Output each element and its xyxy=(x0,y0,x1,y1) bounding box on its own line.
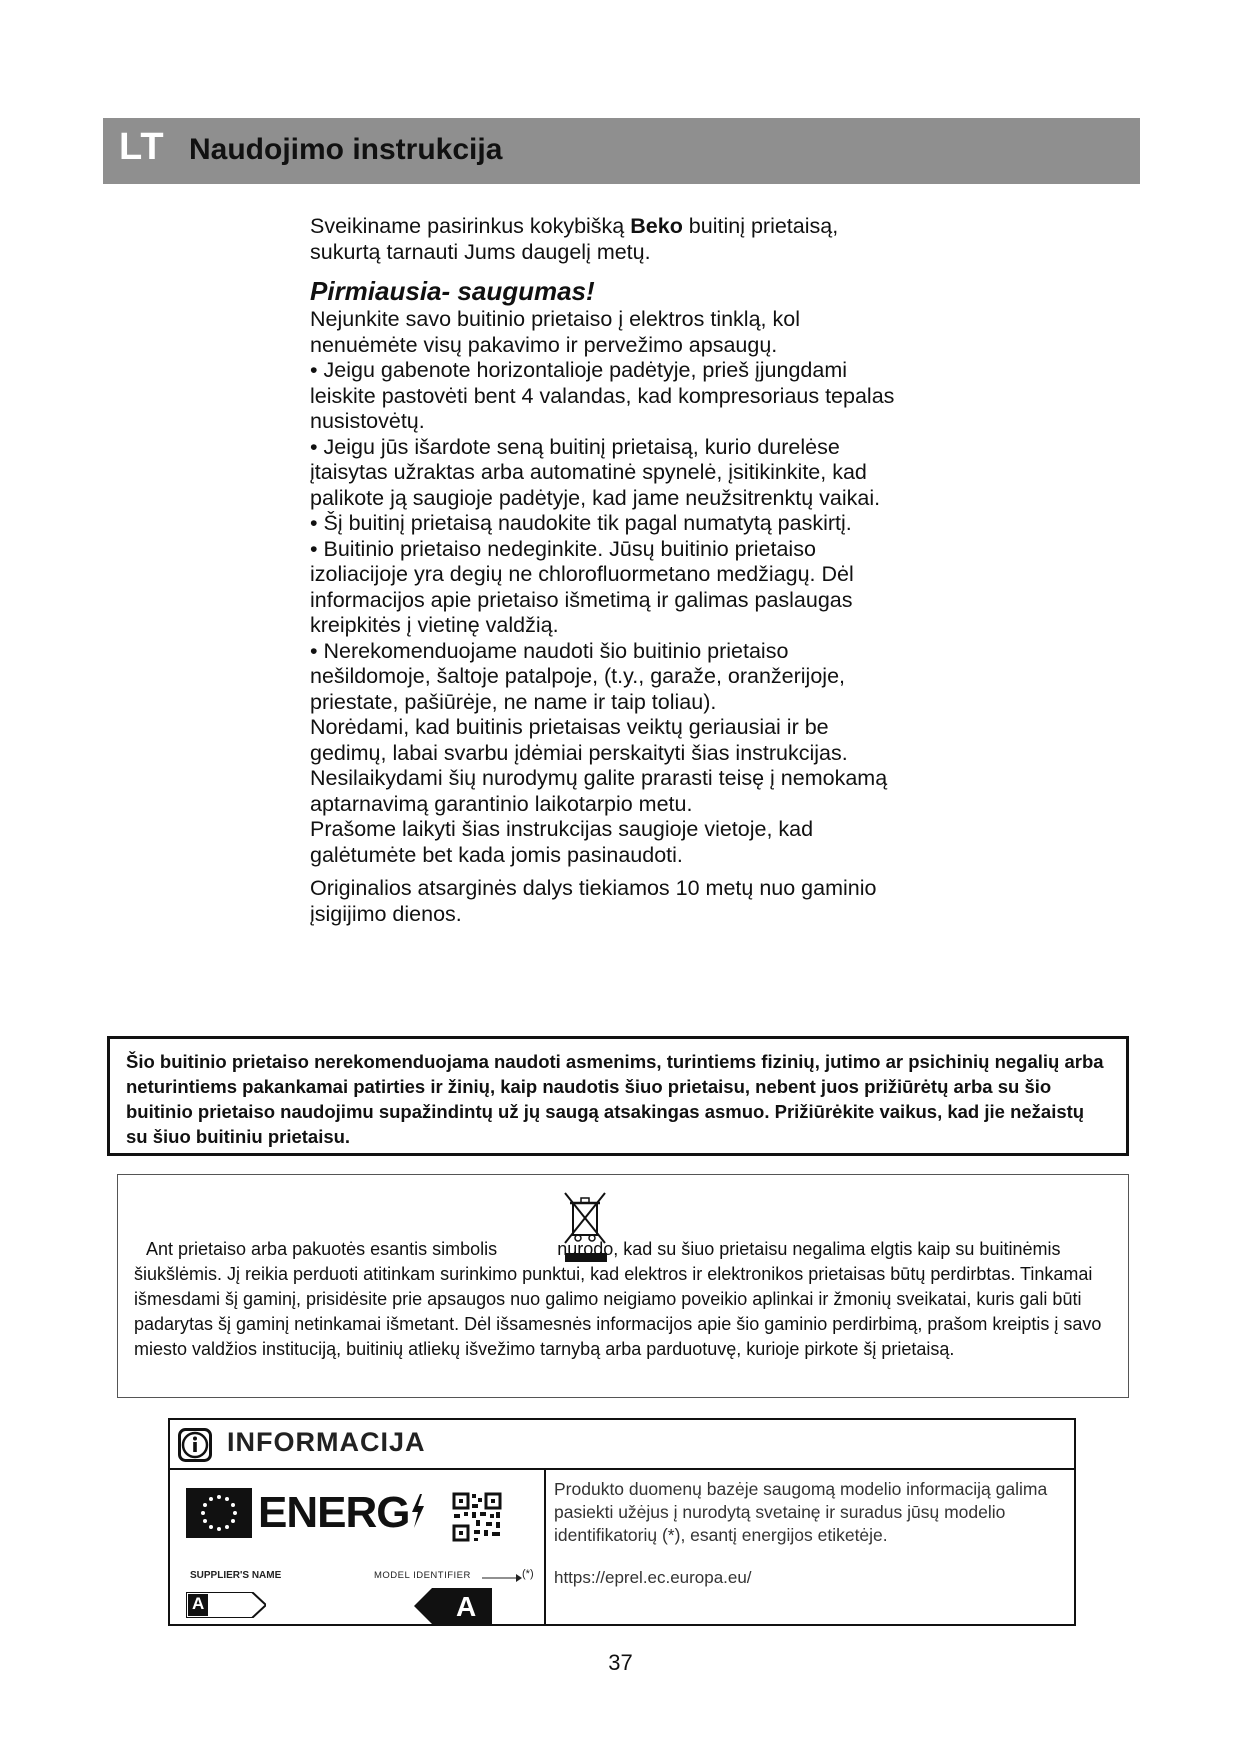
safety-paragraph: • Jeigu jūs išardote seną buitinį prietaisą, kurio durelėse įtaisytas užraktas arba automatinė spynelė, įsitikinkite, kad palikote ją saugioje padėtyje, kad jame neužsitrenktų vaikai. xyxy=(310,434,881,510)
lightning-icon xyxy=(410,1494,426,1528)
arrow-right-icon xyxy=(482,1574,522,1582)
safety-paragraph: • Šį buitinį prietaisą naudokite tik pagal numatytą paskirtį. xyxy=(310,511,852,535)
weee-text-start: Ant prietaiso arba pakuotės esantis simbolis xyxy=(146,1239,498,1259)
header-title: Naudojimo instrukcija xyxy=(189,133,503,166)
safety-paragraph: Nejunkite savo buitinio prietaiso į elektros tinklą, kol nenuėmėte visų pakavimo ir pervežimo apsaugų. xyxy=(310,307,800,357)
main-content xyxy=(310,214,910,927)
safety-paragraph: Norėdami, kad buitinis prietaisas veiktų geriausiai ir be gedimų, labai svarbu įdėmiai perskaityti šias instrukcijas. Nesilaikydami šių nurodymų galite prarasti teisę į nemokamą aptarnavimą garantinio laikotarpio metu. xyxy=(310,715,888,816)
page-number: 37 xyxy=(608,1650,633,1675)
safety-paragraph: • Jeigu gabenote horizontalioje padėtyje, prieš įjungdami leiskite pastovėti bent 4 valandas, kad kompresoriaus tepalas nusistovėtų. xyxy=(310,358,895,433)
energy-label-illustration xyxy=(170,1470,544,1624)
info-description: Produkto duomenų bazėje saugomą modelio informaciją galima pasiekti užėjus į nurodytą svetainę ir suradus jūsų modelio identifikatorių (*), esantį energijos etiketėje. xyxy=(554,1479,1048,1545)
weee-text-end: nurodo, kad su šiuo prietaisu negalima elgtis kaip su buitinėmis šiukšlėmis. Jį reikia perduoti atitinkam surinkimo punktui, kad elektros ir elektronikos prietaisas būtų perdirbtas. Tinkamai išmesdami šį gaminį, prisidėsite prie apsaugos nuo galimo neigiamo poveikio aplinkai ir žmonių sveikatai, kuris gali būti padarytas šį gaminį netinkamai išmetant. Dėl išsamesnės informacijos apie šio gaminio perdirbimą, prašom kreiptis į savo miesto valdžios instituciją, buitinių atliekų išvežimo tarnybą arba parduotuvę, kurioje pirkote šį prietaisą. xyxy=(134,1239,1102,1359)
energy-class-left-value: A xyxy=(192,1594,205,1613)
warning-box xyxy=(107,1036,1129,1156)
energy-class-arrow-left xyxy=(186,1592,266,1623)
supplier-name-label: SUPPLIER'S NAME xyxy=(190,1570,282,1581)
intro-paragraph xyxy=(310,214,910,265)
safety-paragraph: Prašome laikyti šias instrukcijas saugioje vietoje, kad galėtumėte bet kada jomis pasinaudoti. xyxy=(310,817,814,867)
language-code: LT xyxy=(119,126,165,168)
safety-paragraph: • Buitinio prietaiso nedeginkite. Jūsų buitinio prietaiso izoliacijoje yra degių ne chlorofluormetano medžiagų. Dėl informacijos apie prietaiso išmetimą ir galimas paslaugas kreipkitės į vietinę valdžią. xyxy=(310,536,854,637)
weee-notice xyxy=(117,1174,1129,1398)
safety-paragraph: • Nerekomenduojame naudoti šio buitinio prietaiso nešildomoje, šaltoje patalpoje, (t.y., garaže, oranžerijoje, priestate, pašiūrėje, ne name ir taip toliau). xyxy=(310,638,846,714)
intro-text-start: Sveikiname pasirinkus kokybišką xyxy=(310,214,631,238)
model-identifier-label: MODEL IDENTIFIER xyxy=(374,1570,471,1581)
page-header xyxy=(103,118,1140,184)
info-header xyxy=(170,1420,1074,1470)
info-divider xyxy=(544,1468,546,1624)
qr-code-icon xyxy=(452,1492,502,1542)
energy-class-arrow-right xyxy=(414,1588,492,1629)
energy-wordmark: ENERG xyxy=(258,1488,410,1537)
brand-name: Beko xyxy=(630,214,683,238)
info-title: INFORMACIJA xyxy=(227,1427,426,1457)
weee-text xyxy=(134,1237,1114,1362)
info-icon xyxy=(178,1428,212,1462)
eu-flag-icon xyxy=(186,1488,252,1538)
asterisk-marker: (*) xyxy=(522,1568,534,1580)
spare-parts-note: Originalios atsarginės dalys tiekiamos 10 metų nuo gaminio įsigijimo dienos. xyxy=(310,876,877,926)
eprel-link[interactable]: https://eprel.ec.europa.eu/ xyxy=(554,1568,752,1587)
warning-text: Šio buitinio prietaiso nerekomenduojama naudoti asmenims, turintiems fizinių, jutimo ar psichinių negalių arba neturintiems pakankamai patirties ir žinių, kaip naudotis šiuo prietaisu, nebent juos prižiūrėtų arba su šio buitinio prietaiso naudojimu supažindintų už jų saugą atsakingas asmuo. Prižiūrėkite vaikus, kad jie nežaistų su šiuo buitiniu prietaisu. xyxy=(126,1051,1104,1147)
intro-text-end: buitinį prietaisą, sukurtą tarnauti Jums daugelį metų. xyxy=(310,214,839,264)
energy-class-right-value: A xyxy=(456,1591,477,1622)
safety-heading: Pirmiausia- saugumas! xyxy=(310,276,595,306)
info-panel xyxy=(168,1418,1076,1626)
